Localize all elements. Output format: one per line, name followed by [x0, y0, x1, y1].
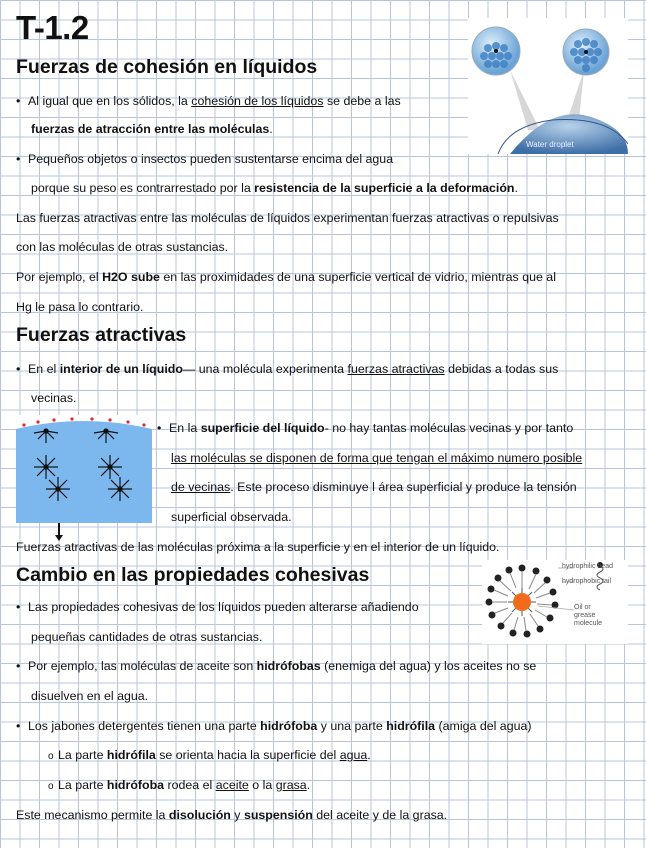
subbullet-hidrofoba: o La parte hidrófoba rodea el aceite o la grasa.	[48, 778, 311, 792]
liquid-forces-illustration	[16, 415, 152, 539]
bullet-surface-cont-3: superficial observada.	[171, 510, 292, 524]
micelle-label-head: hydrophilic head	[562, 563, 613, 570]
micelle-illustration	[482, 560, 628, 644]
heading-cambio-cohesivas: Cambio en las propiedades cohesivas	[16, 564, 370, 586]
heading-cohesion: Fuerzas de cohesión en líquidos	[16, 56, 318, 78]
micelle-label-grease: grease	[574, 612, 596, 619]
diagram-caption: Fuerzas atractivas de las moléculas próxima a la superficie y en el interior de un líquido.	[16, 540, 500, 554]
water-droplet-illustration	[468, 18, 628, 154]
micelle-image	[482, 560, 628, 644]
bullet-cohesion-1-cont: fuerzas de atracción entre las moléculas.	[31, 122, 273, 136]
water-droplet-image	[468, 18, 628, 154]
bullet-cohesion-2: • Pequeños objetos o insectos pueden sustentarse encima del agua	[16, 152, 394, 166]
bullet-cohesion-2-cont: porque su peso es contrarrestado por la resistencia de la superficie a la deformación.	[31, 181, 518, 195]
bullet-cohesive-1: • Las propiedades cohesivas de los líquidos pueden alterarse añadiendo	[16, 600, 419, 614]
water-droplet-label: Water droplet	[526, 140, 574, 149]
subbullet-hidrofila: o La parte hidrófila se orienta hacia la superficie del agua.	[48, 748, 371, 762]
page-title: T-1.2	[16, 9, 89, 46]
micelle-label-oil: Oil or	[574, 604, 591, 611]
bullet-surface-cont-1: las moléculas se disponen de forma que tengan el máximo numero posible	[171, 451, 583, 465]
bullet-cohesion-1: • Al igual que en los sólidos, la cohesión de los líquidos se debe a las	[16, 94, 401, 108]
bullet-surface-cont-2: de vecinas. Este proceso disminuye l área superficial y produce la tensión	[171, 480, 577, 494]
bullet-attractive-1-cont: vecinas.	[31, 391, 77, 405]
bullet-cohesive-3: • Los jabones detergentes tienen una parte hidrófoba y una parte hidrófila (amiga del agua)	[16, 719, 532, 733]
micelle-label-molecule: molecule	[574, 620, 603, 627]
paragraph-3: Por ejemplo, el H2O sube en las proximidades de una superficie vertical de vidrio, mientras que al	[16, 270, 556, 284]
paragraph-4: Hg le pasa lo contrario.	[16, 300, 144, 314]
paragraph-1: Las fuerzas atractivas entre las moléculas de líquidos experimentan fuerzas atractivas o repulsivas	[16, 211, 559, 225]
paragraph-2: con las moléculas de otras sustancias.	[16, 240, 229, 254]
liquid-forces-diagram	[16, 415, 152, 523]
heading-fuerzas-atractivas: Fuerzas atractivas	[16, 324, 187, 346]
bullet-surface: • En la superficie del líquido- no hay tantas moléculas vecinas y por tanto	[157, 421, 574, 435]
bullet-attractive-1: • En el interior de un líquido— una molécula experimenta fuerzas atractivas debidas a todas sus	[16, 362, 559, 376]
micelle-label-tail: hydrophobic tail	[562, 578, 612, 585]
bullet-cohesive-2: • Por ejemplo, las moléculas de aceite son hidrófobas (enemiga del agua) y los aceites no se	[16, 659, 537, 673]
bullet-cohesive-2-cont: disuelven en el agua.	[31, 689, 149, 703]
bullet-cohesive-1-cont: pequeñas cantidades de otras sustancias.	[31, 630, 263, 644]
paragraph-final: Este mecanismo permite la disolución y suspensión del aceite y de la grasa.	[16, 808, 448, 822]
